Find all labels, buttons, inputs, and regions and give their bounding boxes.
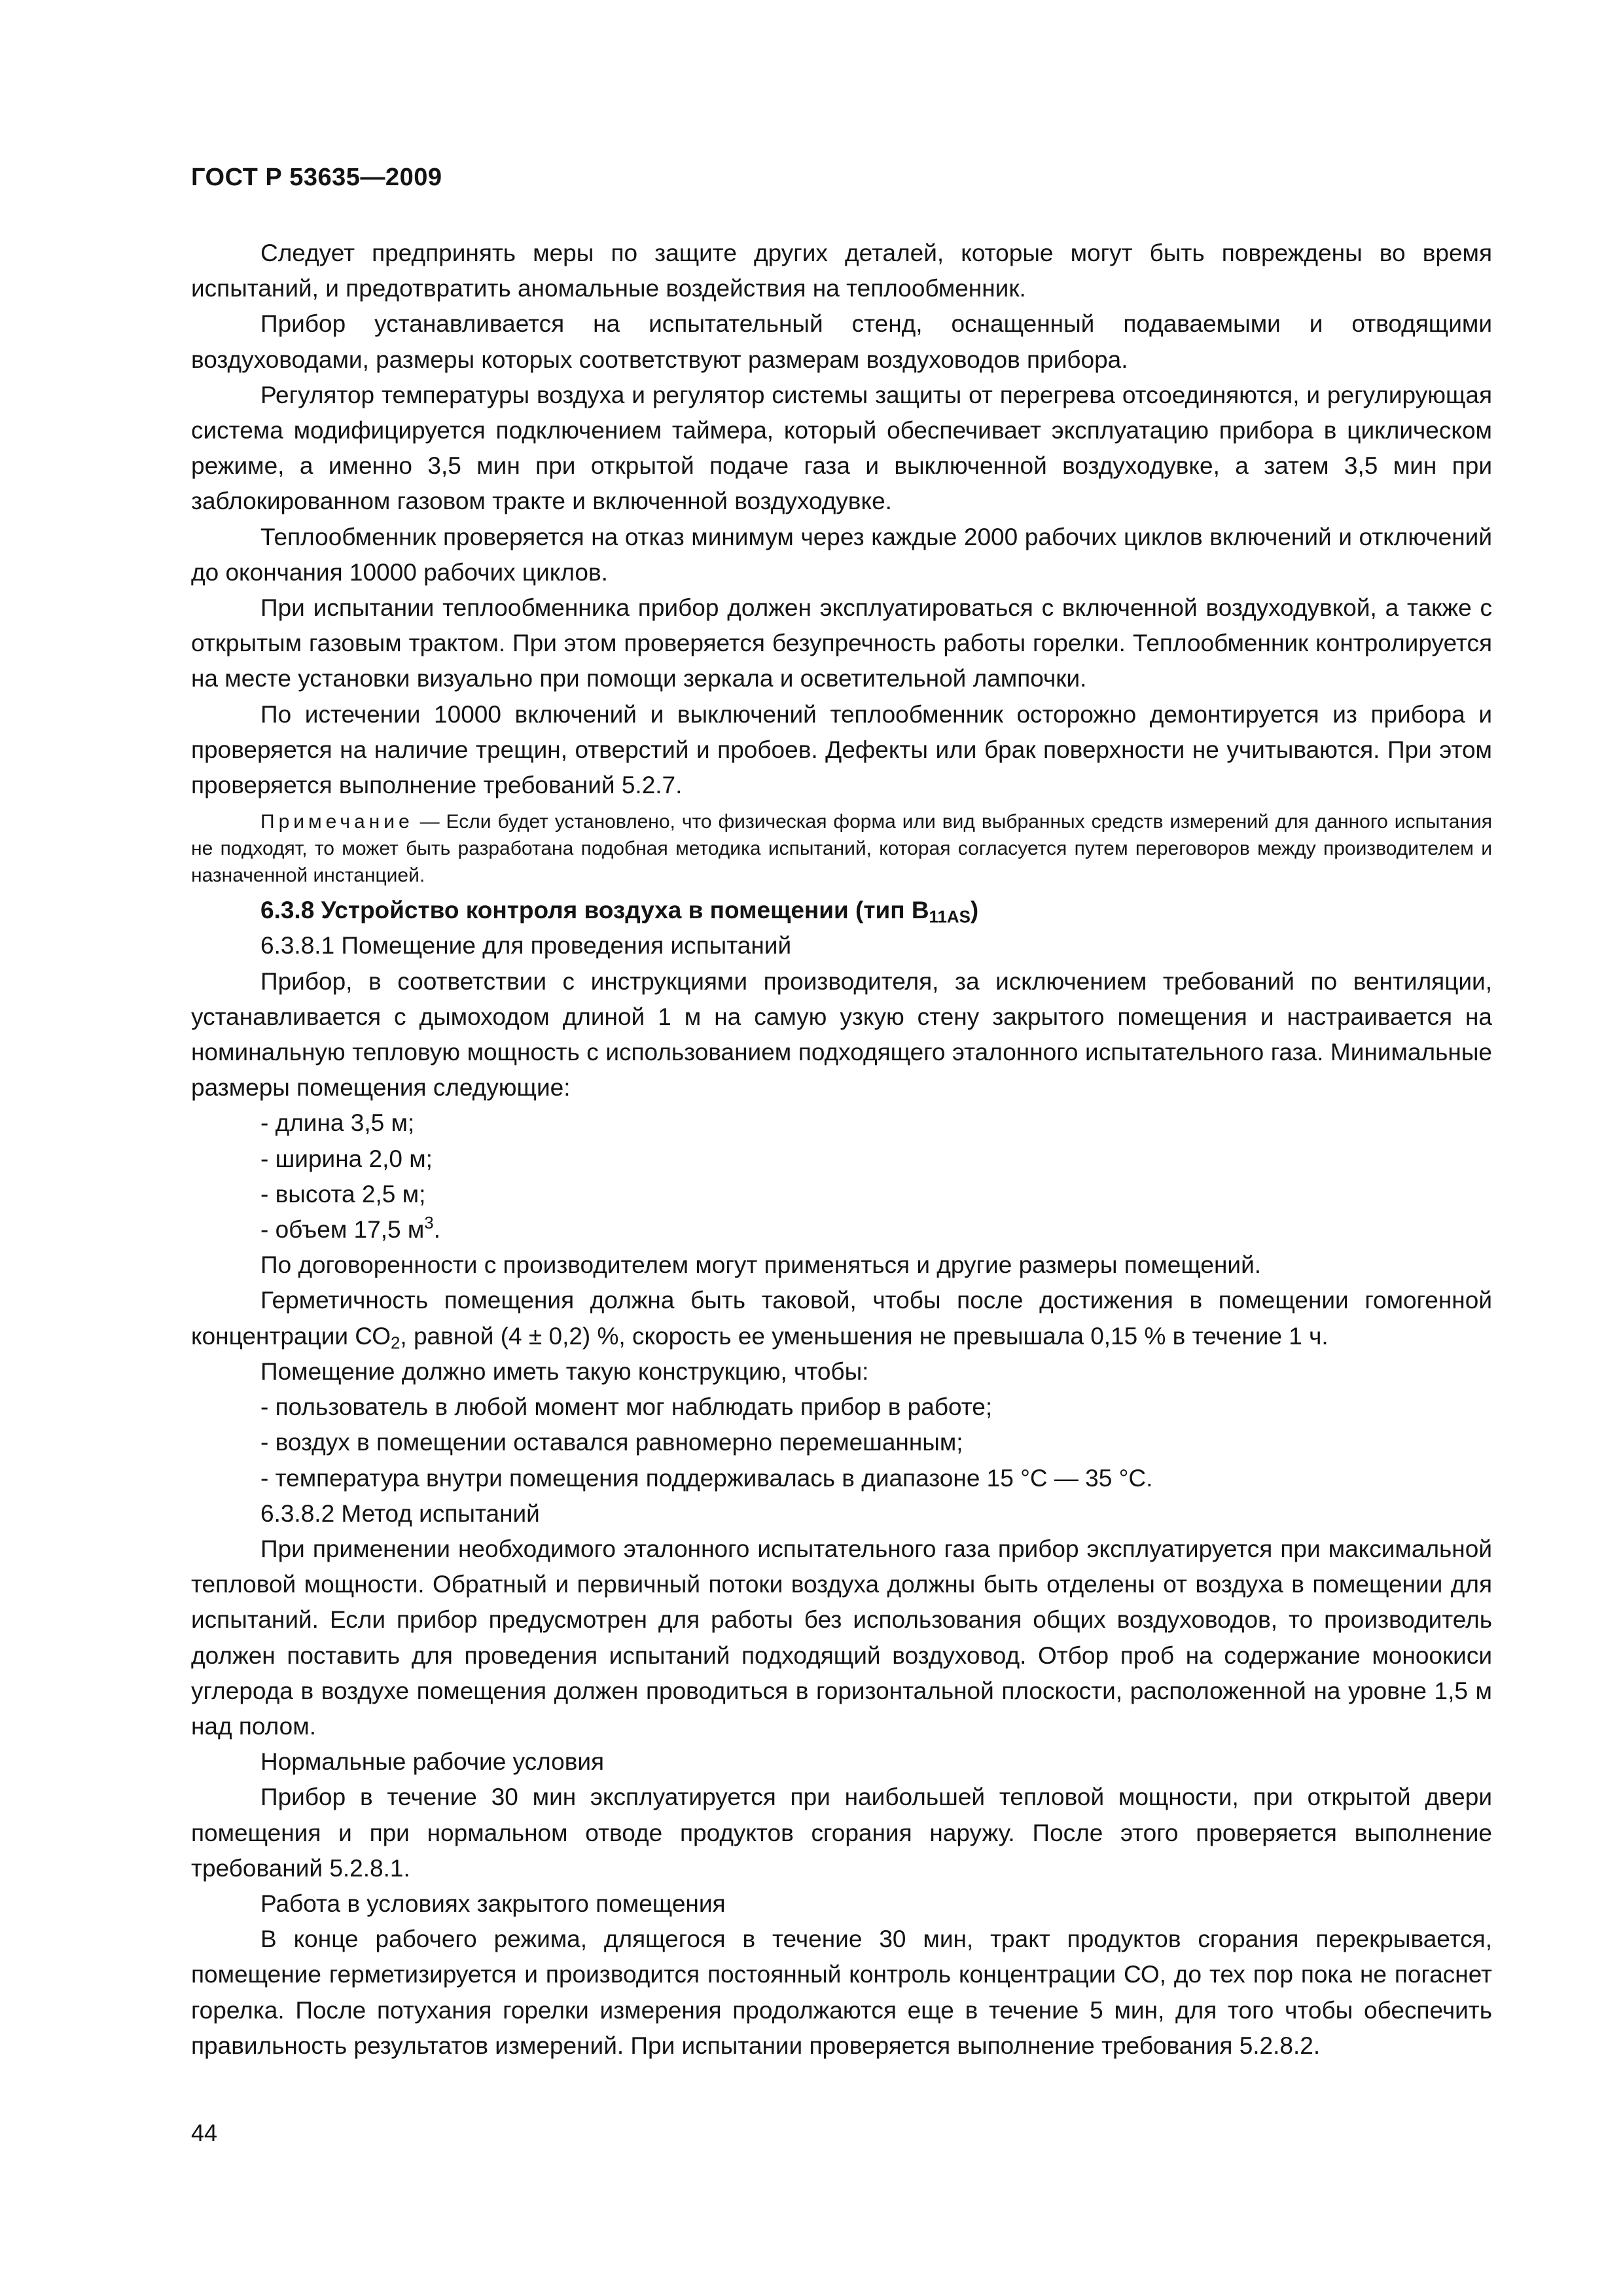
section-heading-6-3-8 [191,893,1492,928]
subsection-title-normal-conditions: Нормальные рабочие условия [260,1748,605,1776]
paragraph: По договоренности с производителем могут применяться и другие размеры помещений. [260,1251,1262,1279]
page-number: 44 [191,2119,218,2146]
list-item-volume [191,1212,1492,1247]
volume-end: . [433,1216,440,1244]
paragraph: Прибор устанавливается на испытательный стенд, оснащенный подаваемыми и отводящими воздуховодами, размеры которых соответствуют размерам воздуховодов прибора. [191,310,1492,373]
volume-superscript: 3 [424,1213,434,1232]
note-text: — Если будет установлено, что физическая форма или вид выбранных средств измерений для данного испытания не подходят, то может быть разработана подобная методика испытаний, которая согласуется путем переговоров между производителем и назначенной инстанцией. [191,811,1492,887]
paragraph: По истечении 10000 включений и выключений теплообменник осторожно демонтируется из прибора и проверяется на наличие трещин, отверстий и пробоев. Дефекты или брак поверхности не учитываются. При этом проверяется выполнение требований 5.2.7. [191,700,1492,799]
paragraph: В конце рабочего режима, длящегося в течение 30 мин, тракт продуктов сгорания перекрывается, помещение герметизируется и производится постоянный контроль концентрации СО, до тех пор пока не погаснет горелка. После потухания горелки измерения продолжаются еще в течение 5 мин, для того чтобы обеспечить правильность результатов измерений. При испытании проверяется выполнение требования 5.2.8.2. [191,1926,1492,2059]
sealing-subscript: 2 [391,1334,401,1353]
section-heading-text: 6.3.8 Устройство контроля воздуха в помещении (тип B [260,897,929,924]
paragraph-sealing [191,1283,1492,1354]
paragraph: При испытании теплообменника прибор должен эксплуатироваться с включенной воздуходувкой, а также с открытым газовым трактом. При этом проверяется безупречность работы горелки. Теплообменник контролируется на месте установки визуально при помощи зеркала и осветительной лампочки. [191,594,1492,692]
list-item: - воздух в помещении оставался равномерно перемешанным; [260,1429,963,1456]
list-item: - ширина 2,0 м; [260,1145,433,1172]
paragraph: Регулятор температуры воздуха и регулятор системы защиты от перегрева отсоединяются, и регулирующая система модифицируется подключением таймера, который обеспечивает эксплуатацию прибора в циклическом режиме, а именно 3,5 мин при открытой подаче газа и выключенной воздуходувке, а затем 3,5 мин при заблокированном газовом тракте и включенной воздуходувке. [191,381,1492,515]
paragraph: Помещение должно иметь такую конструкцию, чтобы: [260,1357,869,1385]
note-block [191,808,1492,889]
document-body [191,236,1492,2064]
paragraph: Теплообменник проверяется на отказ минимум через каждые 2000 рабочих циклов включений и отключений до окончания 10000 рабочих циклов. [191,523,1492,586]
list-item: - пользователь в любой момент мог наблюдать прибор в работе; [260,1393,993,1421]
paragraph: Прибор, в соответствии с инструкциями производителя, за исключением требований по вентиляции, устанавливается с дымоходом длиной 1 м на самую узкую стену закрытого помещения и настраивается на номинальную тепловую мощность с использованием подходящего эталонного испытательного газа. Минимальные размеры помещения следующие: [191,967,1492,1102]
document-header-standard-number: ГОСТ Р 53635—2009 [191,164,442,191]
list-item: - высота 2,5 м; [260,1180,426,1208]
subsection-title-6-3-8-2: 6.3.8.2 Метод испытаний [260,1499,540,1527]
subsection-title-closed-room: Работа в условиях закрытого помещения [260,1890,726,1917]
subsection-title-6-3-8-1: 6.3.8.1 Помещение для проведения испытаний [260,932,792,960]
sealing-text-a: Герметичность помещения должна быть таковой, чтобы после достижения в помещении гомогенной концентрации СО [191,1287,1492,1350]
section-heading-end: ) [970,897,979,924]
list-item: - длина 3,5 м; [260,1109,415,1137]
sealing-text-b: , равной (4 ± 0,2) %, скорость ее уменьшения не превышала 0,15 % в течение 1 ч. [400,1322,1329,1350]
list-item: - температура внутри помещения поддерживалась в диапазоне 15 °С — 35 °С. [260,1464,1153,1492]
note-label: Примечание [260,811,414,833]
paragraph: Прибор в течение 30 мин эксплуатируется при наибольшей тепловой мощности, при открытой двери помещения и при нормальном отводе продуктов сгорания наружу. После этого проверяется выполнение требований 5.2.8.1. [191,1784,1492,1882]
volume-text: - объем 17,5 м [260,1216,425,1244]
paragraph: При применении необходимого эталонного испытательного газа прибор эксплуатируется при максимальной тепловой мощности. Обратный и первичный потоки воздуха должны быть отделены от воздуха в помещении для испытаний. Если прибор предусмотрен для работы без использования общих воздуховодов, то производитель должен поставить для проведения испытаний подходящий воздуховод. Отбор проб на содержание моноокиси углерода в воздухе помещения должен проводиться в горизонтальной плоскости, расположенной на уровне 1,5 м над полом. [191,1535,1492,1740]
section-heading-subscript: 11AS [929,908,971,927]
paragraph: Следует предпринять меры по защите других деталей, которые могут быть повреждены во время испытаний, и предотвратить аномальные воздействия на теплообменник. [191,240,1492,302]
